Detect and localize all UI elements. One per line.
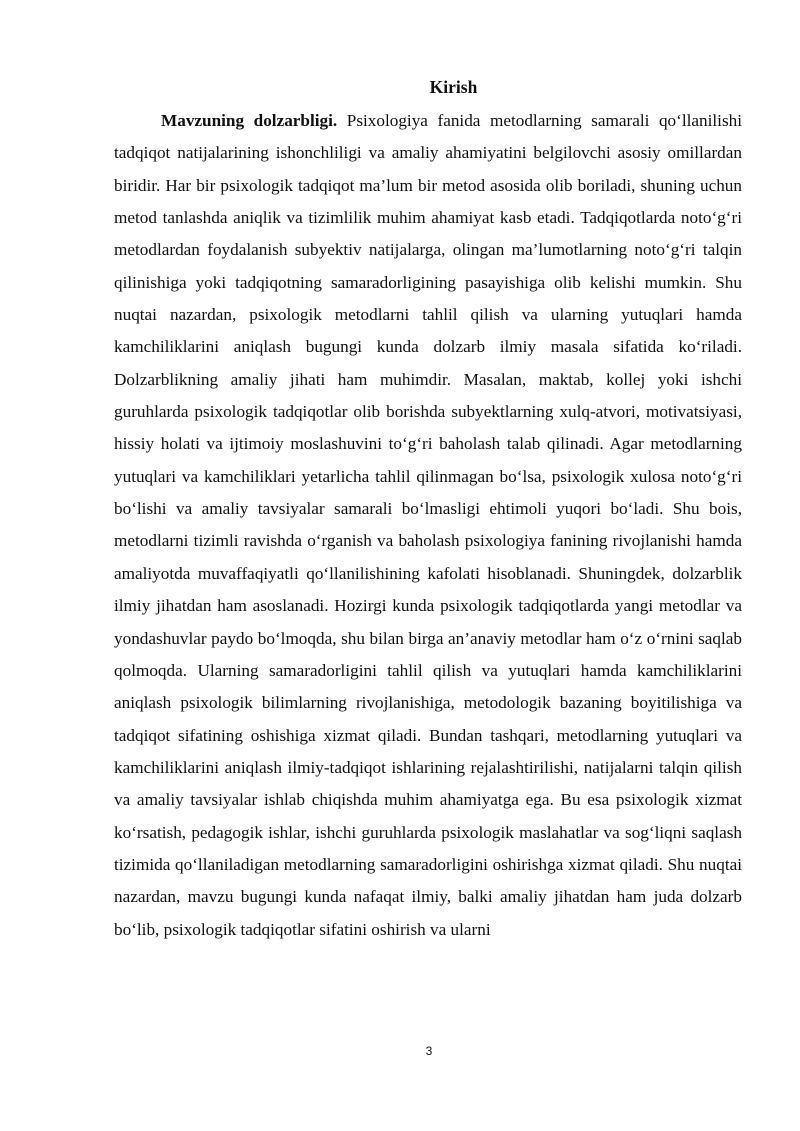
paragraph-lead-heading: Mavzuning dolzarbligi. — [161, 111, 338, 130]
body-paragraph — [114, 105, 742, 946]
section-title: Kirish — [429, 77, 478, 97]
paragraph-text: Psixologiya fanida metodlarning samarali qo‘llanilishi tadqiqot natijalarining ishonchliligi va amaliy ahamiyatini belgilovchi asosiy omillardan biridir. Har bir psixologik tadqiqot ma’lum bir metod asosida olib boriladi, shuning uchun metod tanlashda aniqlik va tizimlilik muhim ahamiyat kasb etadi. Tadqiqotlarda noto‘g‘ri metodlardan foydalanish subyektiv natijalarga, olingan ma’lumotlarning noto‘g‘ri talqin qilinishiga yoki tadqiqotning samaradorligining pasayishiga olib kelishi mumkin. Shu nuqtai nazardan, psixologik metodlarni tahlil qilish va ularning yutuqlari hamda kamchiliklarini aniqlash bugungi kunda dolzarb ilmiy masala sifatida ko‘riladi. Dolzarblikning amaliy jihati ham muhimdir. Masalan, maktab, kollej yoki ishchi guruhlarda psixologik tadqiqotlar olib borishda subyektlarning xulq-atvori, motivatsiyasi, hissiy holati va ijtimoiy moslashuvini to‘g‘ri baholash talab qilinadi. Agar metodlarning yutuqlari va kamchiliklari yetarlicha tahlil qilinmagan bo‘lsa, psixologik xulosa noto‘g‘ri bo‘lishi va amaliy tavsiyalar samarali bo‘lmasligi ehtimoli yuqori bo‘ladi. Shu bois, metodlarni tizimli ravishda o‘rganish va baholash psixologiya fanining rivojlanishi hamda amaliyotda muvaffaqiyatli qo‘llanilishining kafolati hisoblanadi. Shuningdek, dolzarblik ilmiy jihatdan ham asoslanadi. Hozirgi kunda psixologik tadqiqotlarda yangi metodlar va yondashuvlar paydo bo‘lmoqda, shu bilan birga an’anaviy metodlar ham o‘z o‘rnini saqlab qolmoqda. Ularning samaradorligini tahlil qilish va yutuqlari hamda kamchiliklarini aniqlash psixologik bilimlarning rivojlanishiga, metodologik bazaning boyitilishiga va tadqiqot sifatining oshishiga xizmat qiladi. Bundan tashqari, metodlarning yutuqlari va kamchiliklarini aniqlash ilmiy-tadqiqot ishlarining rejalashtirilishi, natijalarni talqin qilish va amaliy tavsiyalar ishlab chiqishda muhim ahamiyatga ega. Bu esa psixologik xizmat ko‘rsatish, pedagogik ishlar, ishchi guruhlarda psixologik maslahatlar va sog‘liqni saqlash tizimida qo‘llaniladigan metodlarning samaradorligini oshirishga xizmat qiladi. Shu nuqtai nazardan, mavzu bugungi kunda nafaqat ilmiy, balki amaliy jihatdan ham juda dolzarb bo‘lib, psixologik tadqiqotlar sifatini oshirish va ularni — [114, 111, 743, 939]
page-number: 3 — [425, 1044, 433, 1058]
